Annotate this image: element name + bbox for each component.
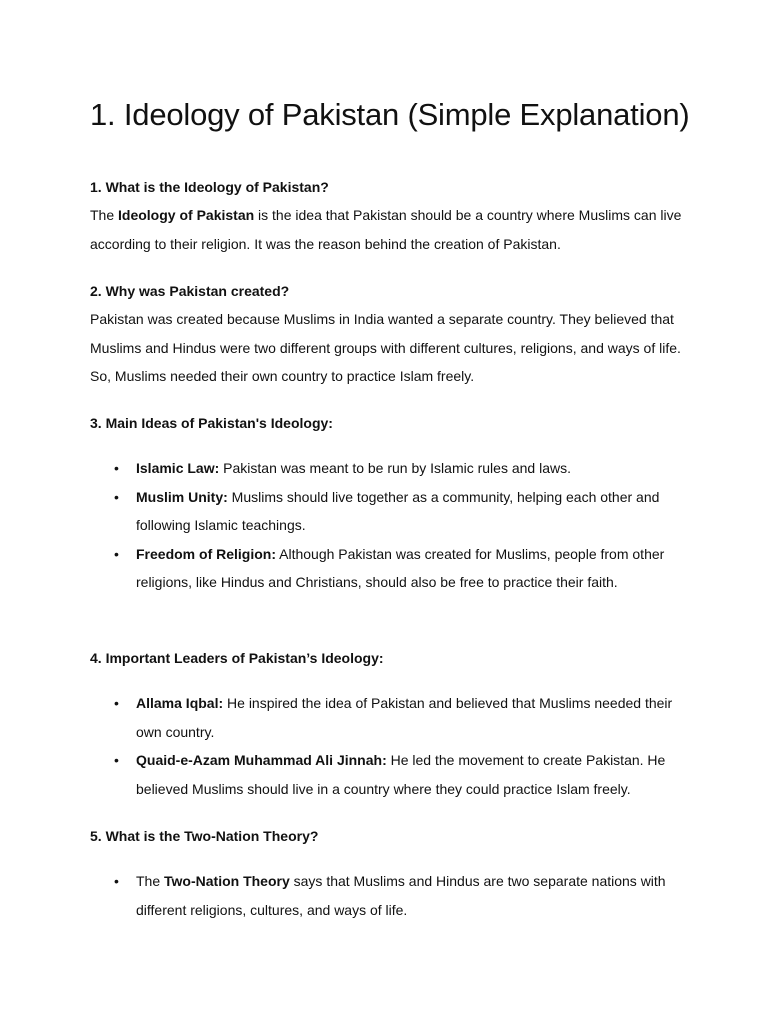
section-heading: 2. Why was Pakistan created? <box>90 283 290 299</box>
list-item-text: The <box>136 873 165 889</box>
list-item-text: Pakistan was meant to be run by Islamic rules and laws. <box>219 460 571 476</box>
bold-term: Ideology of Pakistan <box>118 207 255 223</box>
list-item-text: He inspired the idea of Pakistan and believed that Muslims needed their own country. <box>136 695 673 740</box>
bold-term: Two-Nation Theory <box>164 873 290 889</box>
bold-term: Muslim Unity: <box>136 488 228 505</box>
bullet-icon: • <box>114 873 119 889</box>
list-item-text: Although Pakistan was created for Muslims, people from other religions, like Hindus and Christians, should also be free to practice their faith. <box>136 545 665 590</box>
list-item <box>90 867 690 924</box>
bold-term: Freedom of Religion: <box>136 545 276 562</box>
bullet-list-main-ideas <box>90 454 690 597</box>
section-2-body <box>90 305 690 391</box>
bold-term: Allama Iqbal: <box>136 695 224 711</box>
paragraph: Pakistan was created because Muslims in India wanted a separate country. They believed that Muslims and Hindus were two different groups with different cultures, religions, and ways of life. So, Muslims needed their own country to practice Islam freely. <box>90 311 681 384</box>
paragraph-text: The <box>90 207 119 223</box>
bullet-icon: • <box>114 488 119 505</box>
list-item <box>90 483 690 540</box>
section-4 <box>90 648 690 668</box>
list-item <box>90 689 690 746</box>
section-heading: 1. What is the Ideology of Pakistan? <box>90 179 329 195</box>
paragraph <box>90 201 690 258</box>
bullet-list-two-nation <box>90 867 690 924</box>
section-1-body <box>90 201 690 258</box>
section-heading: 3. Main Ideas of Pakistan's Ideology: <box>90 415 333 431</box>
bullet-list-leaders <box>90 689 690 803</box>
list-item-text: says that Muslims and Hindus are two separate nations with different religions, cultures, and ways of life. <box>136 873 666 918</box>
section-2 <box>90 281 690 301</box>
list-item-text: Muslims should live together as a community, helping each other and following Islamic teachings. <box>136 488 660 533</box>
section-3 <box>90 413 690 433</box>
section-heading: 5. What is the Two-Nation Theory? <box>90 828 319 844</box>
section-heading: 4. Important Leaders of Pakistan’s Ideology: <box>90 650 384 666</box>
bullet-icon: • <box>114 695 119 711</box>
paragraph-text: is the idea that Pakistan should be a country where Muslims can live according to their religion. It was the reason behind the creation of Pakistan. <box>90 207 682 252</box>
list-item <box>90 454 690 483</box>
bold-term: Islamic Law: <box>136 460 220 476</box>
bullet-icon: • <box>114 460 119 476</box>
bold-term: Quaid-e-Azam Muhammad Ali Jinnah: <box>136 752 387 768</box>
bullet-icon: • <box>114 545 119 562</box>
list-item <box>90 540 690 597</box>
section-5 <box>90 826 690 846</box>
section-1 <box>90 177 690 197</box>
list-item-text: He led the movement to create Pakistan. He believed Muslims should live in a country where they could practice Islam freely. <box>136 752 666 797</box>
list-item <box>90 746 690 803</box>
bullet-icon: • <box>114 752 119 768</box>
page-title: 1. Ideology of Pakistan (Simple Explanation) <box>90 97 690 132</box>
